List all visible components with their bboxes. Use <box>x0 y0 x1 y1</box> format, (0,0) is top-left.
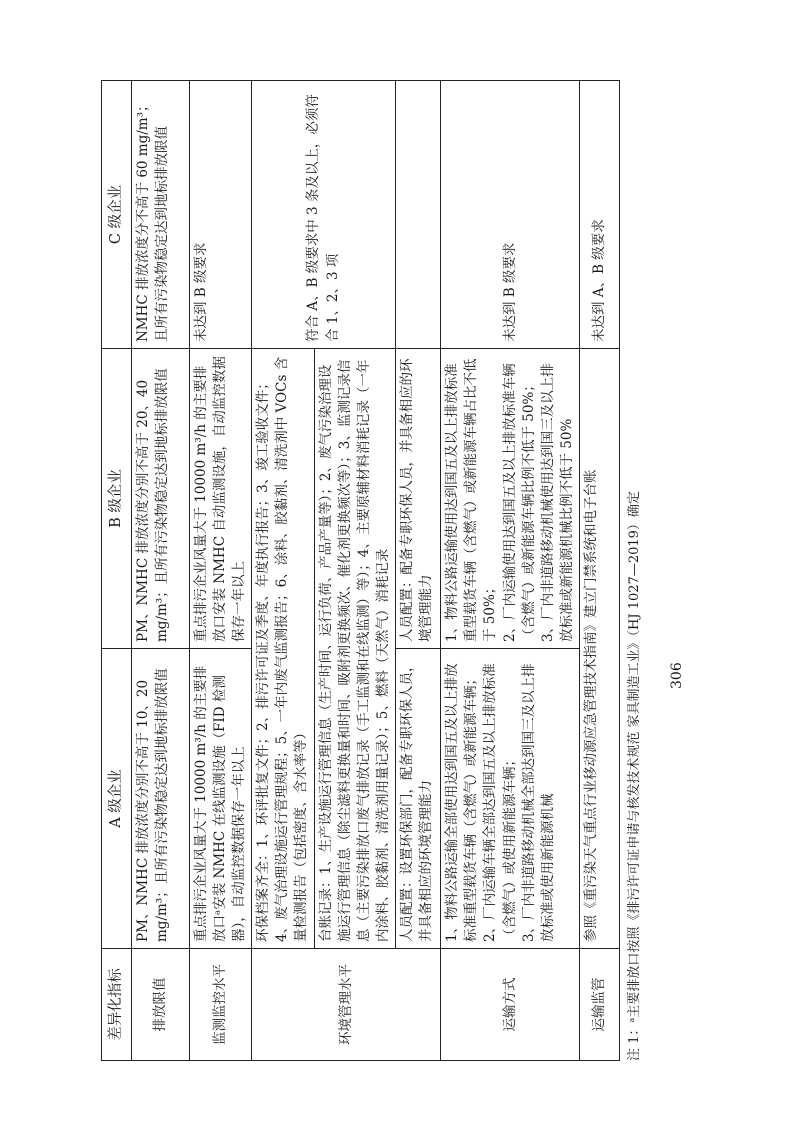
cell-b-staffing: 人员配置：配备专职环保人员，并具备相应的环境管理能力 <box>396 349 441 649</box>
cell-ab-env-records: 环保档案齐全：1、环评批复文件；2、排污许可证及季度、年度执行报告；3、竣工验收文件；4、废气治理设施运行管理规程；5、一年内废气监测报告；6、涂料、胶黏剂、清洗剂中 VOCs 含量检测报告（包括密度、含水率等） <box>252 349 314 949</box>
cell-a-emission-limit: PM、NMHC 排放浓度分别不高于 10、20 mg/m³；且所有污染物稳定达到地标排放限值 <box>131 649 189 949</box>
cell-a-transport-mode: 1、物料公路运输全部使用达到国五及以上排放标准重型载货车辆（含燃气）或新能源车辆； 2、厂内运输车辆全部达到国五及以上排放标准（含燃气）或使用新能源车辆； 3、厂内非道路移动机械全部达到国三及以上排放标准或使用新能源机械 <box>441 649 580 949</box>
page-number: 306 <box>669 662 685 689</box>
indicator-emission-limit: 排放限值 <box>131 949 189 1061</box>
header-indicator: 差异化指标 <box>102 949 132 1061</box>
indicator-transport-mode: 运输方式 <box>441 949 580 1061</box>
indicator-env-management: 环境管理水平 <box>252 949 441 1061</box>
cell-c-emission-limit: NMHC 排放浓度分不高于 60 mg/m³；且所有污染物稳定达到地标排放限值 <box>131 81 189 349</box>
header-grade-b: B 级企业 <box>102 349 132 649</box>
table-header-row <box>102 81 132 1061</box>
rotated-page-content <box>101 81 686 1061</box>
table-row <box>189 81 251 1061</box>
table-row <box>441 81 580 1061</box>
cell-b-emission-limit: PM、NMHC 排放浓度分别不高于 20、40 mg/m³；且所有污染物稳定达到地标排放限值 <box>131 349 189 649</box>
table-row <box>396 81 441 1061</box>
cell-c-transport-supervision: 未达到 A、B 级要求 <box>580 81 620 349</box>
cell-b-monitoring: 重点排污企业风量大于 10000 m³/h 的主要排放口安装 NMHC 自动监测设施，自动监控数据保存一年以上 <box>189 349 251 649</box>
cell-c-transport-mode: 未达到 B 级要求 <box>441 81 580 349</box>
differentiation-indicator-table <box>101 80 620 1061</box>
cell-ab-transport-supervision: 参照《重污染天气重点行业移动源应急管理技术指南》建立门禁系统和电子台账 <box>580 349 620 949</box>
cell-b-transport-mode: 1、物料公路运输使用达到国五及以上排放标准重型载货车辆（含燃气）或新能源车辆占比不低于 50%； 2、厂内运输使用达到国五及以上排放标准车辆（含燃气）或新能源车辆比例不低于 50%； 3、厂内非道路移动机械使用达到国三及以上排放标准或新能源机械比例不低于 50% <box>441 349 580 649</box>
cell-c-monitoring: 未达到 B 级要求 <box>189 81 251 349</box>
cell-c-env-management: 符合 A、B 级要求中 3 条及以上，必须符合 1、2、3 项 <box>252 81 396 349</box>
indicator-monitoring: 监测监控水平 <box>189 949 251 1061</box>
table-row <box>131 81 189 1061</box>
cell-c-staffing <box>396 81 441 349</box>
header-grade-a: A 级企业 <box>102 649 132 949</box>
table-row <box>252 81 314 1061</box>
cell-ab-ledger-records: 台账记录：1、生产设施运行管理信息（生产时间、运行负荷、产品产量等）；2、废气污染治理设施运行管理信息（除尘滤料更换量和时间、吸附剂更换频次、催化剂更换频次等）；3、监测记录信息（主要污染排放口废气排放记录（手工监测和在线监测）等）；4、主要原辅材料消耗记录（一年内涂料、胶黏剂、清洗剂用量记录）；5、燃料（天然气）消耗记录 <box>314 349 396 949</box>
table-footnote: 注 1：ᵃ主要排放口按照《排污许可证申请与核发技术规范 家具制造工业》（HJ 1027—2019）确定 <box>627 491 643 1061</box>
header-grade-c: C 级企业 <box>102 81 132 349</box>
table-row <box>580 81 620 1061</box>
cell-a-monitoring: 重点排污企业风量大于 10000 m³/h 的主要排放口ᵃ安装 NMHC 在线监测设施（FID 检测器），自动监控数据保存一年以上 <box>189 649 251 949</box>
cell-a-staffing: 人员配置：设置环保部门，配备专职环保人员，并具备相应的环境管理能力 <box>396 649 441 949</box>
indicator-transport-supervision: 运输监管 <box>580 949 620 1061</box>
